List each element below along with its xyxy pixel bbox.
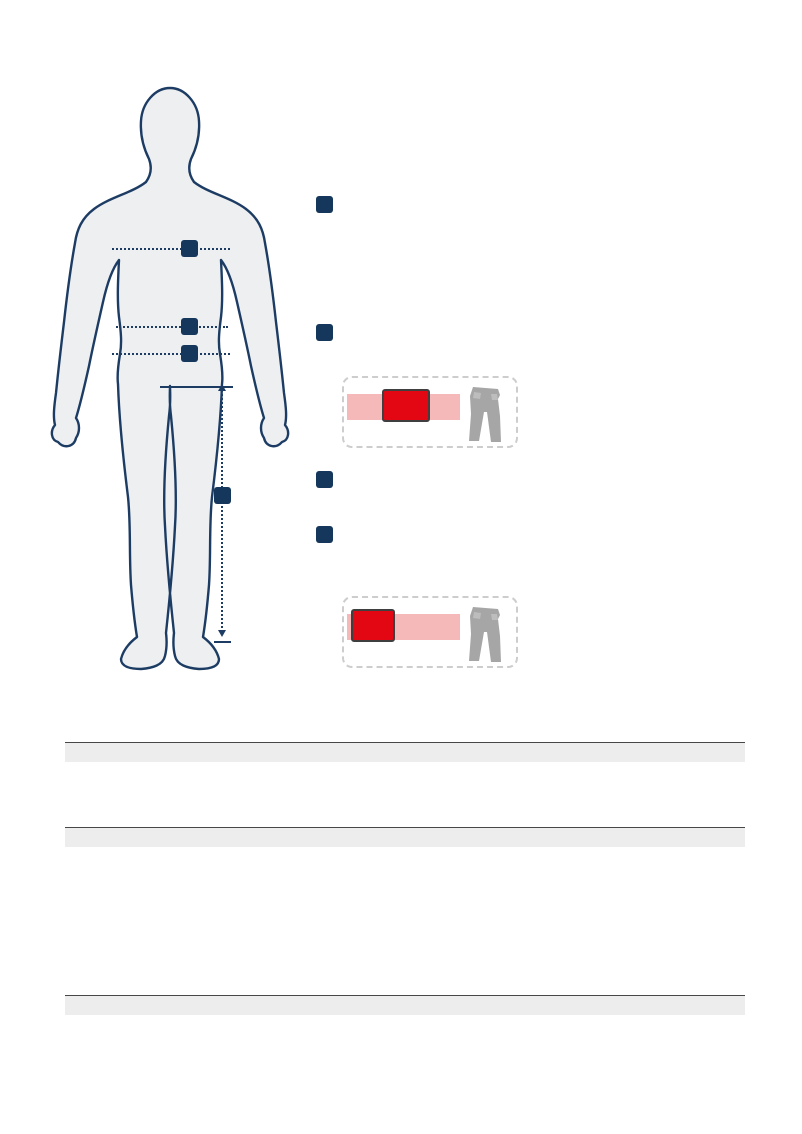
jackets-section-title bbox=[65, 742, 745, 762]
section-leg bbox=[316, 526, 762, 543]
shoes-table bbox=[65, 995, 745, 1035]
waist-measure-line bbox=[116, 326, 228, 328]
section-badge-waist bbox=[316, 324, 333, 341]
body-silhouette bbox=[48, 85, 292, 685]
leg-length-highlight-box bbox=[351, 609, 395, 642]
figure-marker-chest bbox=[181, 240, 198, 257]
arrow-up-icon bbox=[218, 384, 226, 391]
trousers-icon bbox=[465, 386, 505, 444]
chest-measure-line bbox=[112, 248, 230, 250]
shoes-section-title bbox=[65, 995, 745, 1015]
arrow-down-icon bbox=[218, 630, 226, 637]
waist-size-highlight-box bbox=[382, 389, 430, 422]
section-hip bbox=[316, 471, 762, 488]
section-chest bbox=[316, 196, 762, 213]
jackets-table bbox=[65, 742, 745, 782]
size-label-leg bbox=[342, 596, 518, 668]
figure-marker-leg bbox=[214, 487, 231, 504]
figure-marker-hip bbox=[181, 345, 198, 362]
leg-line-end-tick bbox=[214, 641, 231, 643]
section-badge-hip bbox=[316, 471, 333, 488]
trousers-icon bbox=[465, 606, 505, 664]
section-waist bbox=[316, 324, 762, 341]
leg-measure-line bbox=[221, 390, 223, 632]
trousers-header-row bbox=[65, 850, 745, 867]
trousers-section-title bbox=[65, 827, 745, 847]
section-badge-leg bbox=[316, 526, 333, 543]
trousers-table bbox=[65, 827, 745, 867]
hip-measure-line bbox=[112, 353, 230, 355]
shoes-header-row bbox=[65, 1018, 745, 1035]
jackets-header-row bbox=[65, 765, 745, 782]
section-badge-chest bbox=[316, 196, 333, 213]
size-label-waist bbox=[342, 376, 518, 448]
figure-marker-waist bbox=[181, 318, 198, 335]
